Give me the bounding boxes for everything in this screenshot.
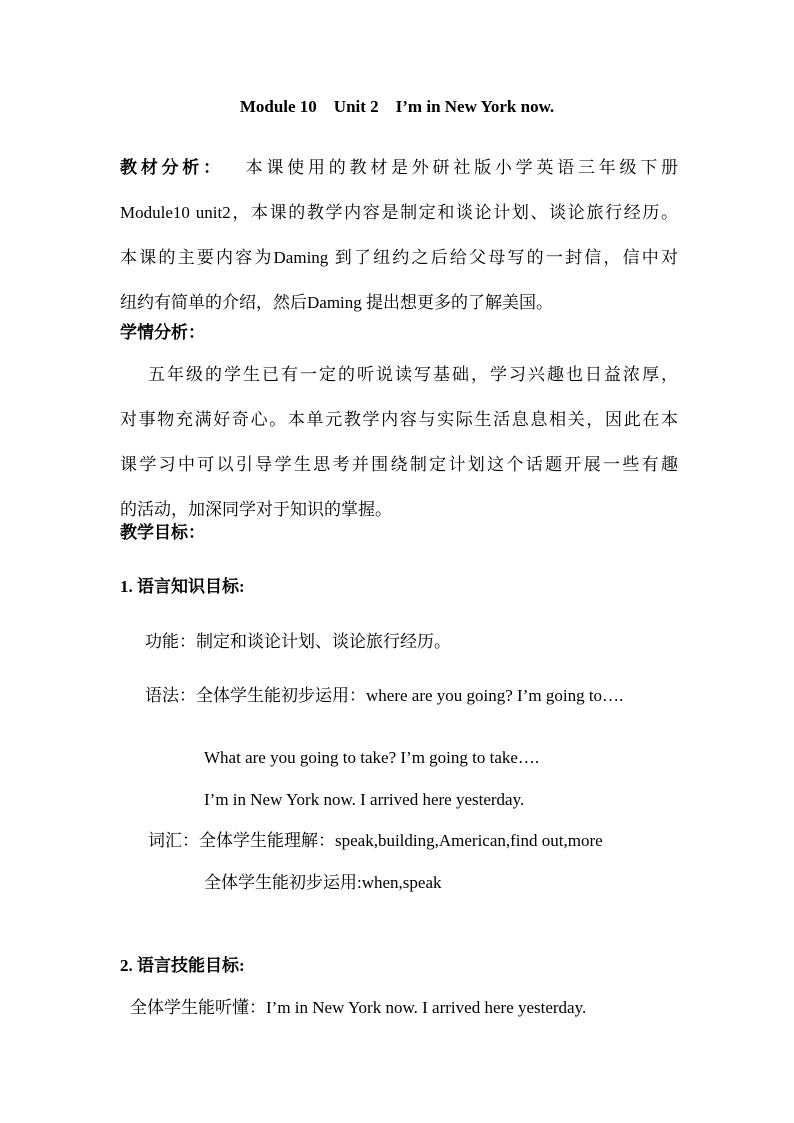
teaching-goals-heading: 教学目标： bbox=[120, 523, 205, 542]
student-analysis-line-1: 五年级的学生已有一定的听说读写基础，学习兴趣也日益浓厚， bbox=[148, 365, 678, 384]
student-analysis-line-2: 对事物充满好奇心。本单元教学内容与实际生活息息相关，因此在本 bbox=[120, 410, 678, 429]
textbook-analysis-line-3: 本课的主要内容为Daming 到了纽约之后给父母写的一封信，信中对 bbox=[120, 248, 678, 267]
textbook-analysis-heading: 教材分析： bbox=[120, 158, 224, 177]
student-analysis-heading: 学情分析： bbox=[120, 323, 205, 342]
goal1-vocab: 词汇：全体学生能理解：speak,building,American,find out,more bbox=[148, 831, 603, 850]
goal1-function: 功能：制定和谈论计划、谈论旅行经历。 bbox=[145, 632, 451, 651]
student-analysis-line-4: 的活动，加深同学对于知识的掌握。 bbox=[120, 500, 392, 519]
goal1-grammar-line3: I’m in New York now. I arrived here yesterday. bbox=[204, 790, 525, 809]
textbook-analysis-text-1: 本课使用的教材是外研社版小学英语三年级下册 bbox=[241, 158, 679, 177]
student-analysis-section bbox=[120, 364, 678, 544]
textbook-analysis-line-2: Module10 unit2，本课的教学内容是制定和谈论计划、谈论旅行经历。 bbox=[120, 203, 678, 222]
goal1-grammar: 语法：全体学生能初步运用：where are you going? I’m going to…. bbox=[145, 686, 624, 705]
textbook-analysis-section bbox=[120, 157, 678, 337]
document-title: Module 10 Unit 2 I’m in New York now. bbox=[239, 97, 555, 116]
goal1-grammar-line2: What are you going to take? I’m going to take…. bbox=[204, 748, 540, 767]
goal2-line1: 全体学生能听懂：I’m in New York now. I arrived here yesterday. bbox=[130, 998, 587, 1017]
student-analysis-line-3: 课学习中可以引导学生思考并围绕制定计划这个话题开展一些有趣 bbox=[120, 455, 678, 474]
goal1-heading: 1. 语言知识目标: bbox=[120, 577, 245, 596]
textbook-analysis-line-1 bbox=[120, 157, 678, 179]
goal1-vocab-line2: 全体学生能初步运用:when,speak bbox=[204, 873, 442, 892]
goal2-heading: 2. 语言技能目标: bbox=[120, 956, 245, 975]
textbook-analysis-line-4: 纽约有简单的介绍，然后Daming 提出想更多的了解美国。 bbox=[120, 293, 554, 312]
